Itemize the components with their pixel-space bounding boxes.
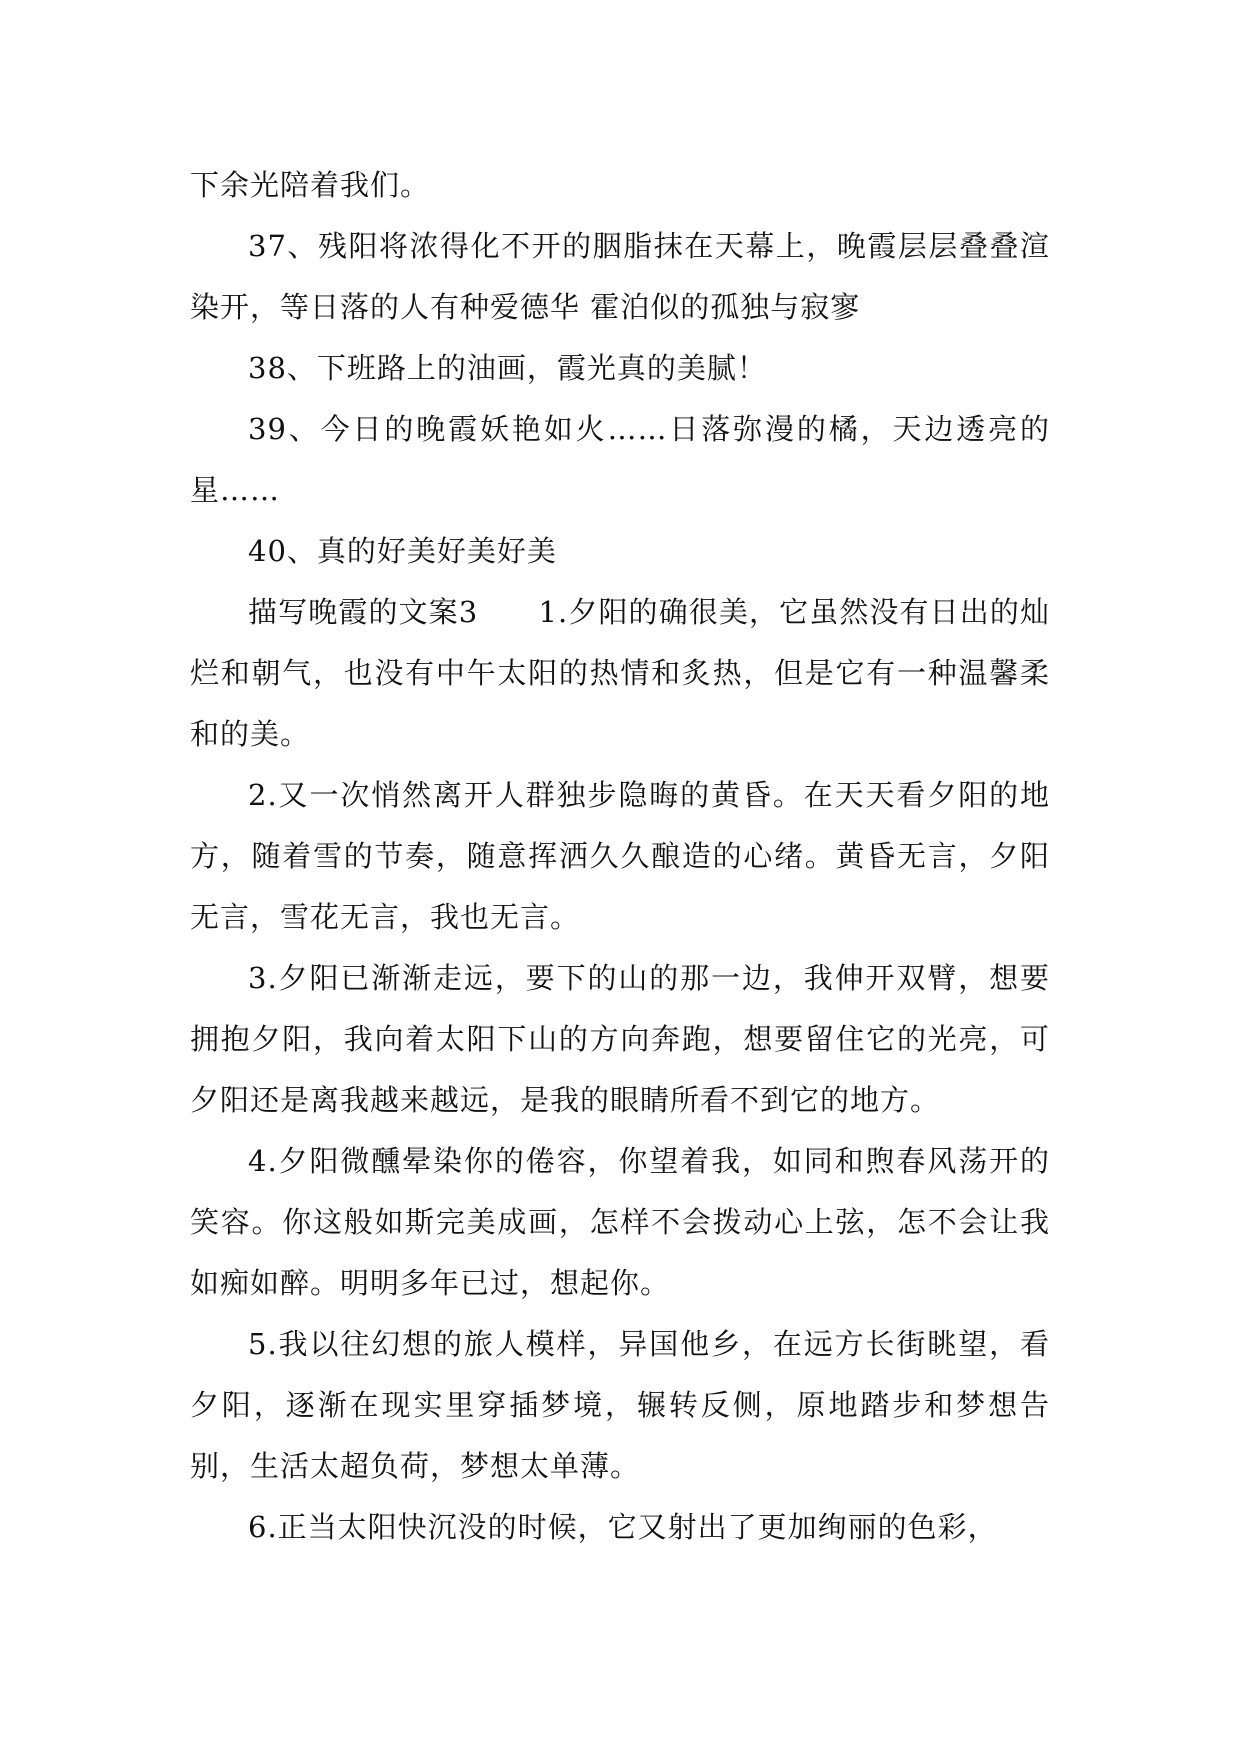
paragraph-item-2: 2.又一次悄然离开人群独步隐晦的黄昏。在天天看夕阳的地方，随着雪的节奏，随意挥洒久久酿造的心绪。黄昏无言，夕阳无言，雪花无言，我也无言。 — [190, 778, 1050, 934]
paragraph-item-3: 3.夕阳已渐渐走远，要下的山的那一边，我伸开双臂，想要拥抱夕阳，我向着太阳下山的方向奔跑，想要留住它的光亮，可夕阳还是离我越来越远，是我的眼睛所看不到它的地方。 — [190, 961, 1050, 1117]
paragraph-section-3-item-1: 描写晚霞的文案3 1.夕阳的确很美，它虽然没有日出的灿烂和朝气，也没有中午太阳的热情和炙热，但是它有一种温馨柔和的美。 — [190, 595, 1050, 751]
document-body — [190, 155, 1050, 1558]
paragraph-39: 39、今日的晚霞妖艳如火……日落弥漫的橘，天边透亮的星…… — [190, 412, 1050, 507]
paragraph-item-6: 6.正当太阳快沉没的时候，它又射出了更加绚丽的色彩， — [248, 1510, 998, 1544]
paragraph-38: 38、下班路上的油画，霞光真的美腻！ — [248, 351, 767, 385]
paragraph-37: 37、残阳将浓得化不开的胭脂抹在天幕上，晚霞层层叠叠渲染开，等日落的人有种爱德华 霍泊似的孤独与寂寥 — [190, 229, 1050, 324]
paragraph-40: 40、真的好美好美好美 — [248, 534, 557, 568]
paragraph-item-4: 4.夕阳微醺晕染你的倦容，你望着我，如同和煦春风荡开的笑容。你这般如斯完美成画，怎样不会拨动心上弦，怎不会让我如痴如醉。明明多年已过，想起你。 — [190, 1144, 1050, 1300]
paragraph-continuation: 下余光陪着我们。 — [190, 168, 431, 202]
paragraph-item-5: 5.我以往幻想的旅人模样，异国他乡，在远方长街眺望，看夕阳，逐渐在现实里穿插梦境，辗转反侧，原地踏步和梦想告别，生活太超负荷，梦想太单薄。 — [190, 1327, 1050, 1483]
